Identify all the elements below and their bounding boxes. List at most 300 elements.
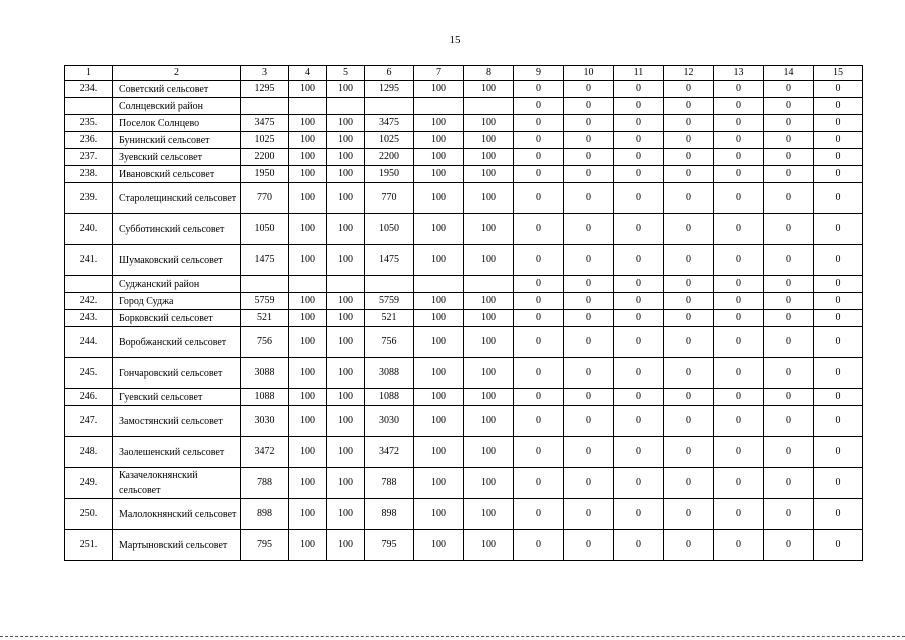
value-cell-col-13: 0 [714, 437, 764, 468]
value-cell-col-13: 0 [714, 327, 764, 358]
row-index-cell: 238. [65, 166, 113, 183]
value-cell-col-4: 100 [289, 530, 327, 561]
value-cell-col-10: 0 [564, 327, 614, 358]
value-cell-col-15: 0 [814, 389, 863, 406]
value-cell-col-11: 0 [614, 530, 664, 561]
value-cell-col-10: 0 [564, 98, 614, 115]
value-cell-col-11: 0 [614, 276, 664, 293]
row-index-cell: 245. [65, 358, 113, 389]
value-cell-col-3: 3472 [241, 437, 289, 468]
value-cell-col-5: 100 [327, 81, 365, 98]
value-cell-col-5: 100 [327, 310, 365, 327]
value-cell-col-15: 0 [814, 149, 863, 166]
settlement-name-cell: Гуевский сельсовет [113, 389, 241, 406]
value-cell-col-11: 0 [614, 310, 664, 327]
value-cell-col-15: 0 [814, 327, 863, 358]
value-cell-col-6: 521 [365, 310, 414, 327]
settlement-name-cell: Борковский сельсовет [113, 310, 241, 327]
value-cell-col-7: 100 [414, 115, 464, 132]
value-cell-col-7: 100 [414, 214, 464, 245]
table-row [65, 166, 863, 183]
value-cell-col-3: 521 [241, 310, 289, 327]
row-index-cell: 234. [65, 81, 113, 98]
value-cell-col-5: 100 [327, 358, 365, 389]
value-cell-col-4: 100 [289, 327, 327, 358]
value-cell-col-4: 100 [289, 499, 327, 530]
settlement-name-cell: Старолещинский сельсовет [113, 183, 241, 214]
value-cell-col-15: 0 [814, 293, 863, 310]
table-row [65, 115, 863, 132]
row-index-cell: 242. [65, 293, 113, 310]
settlement-name-cell: Казачелокнянский сельсовет [113, 468, 241, 499]
value-cell-col-3: 756 [241, 327, 289, 358]
value-cell-col-7: 100 [414, 245, 464, 276]
table-row [65, 499, 863, 530]
value-cell-col-12: 0 [664, 115, 714, 132]
value-cell-col-6: 2200 [365, 149, 414, 166]
value-cell-col-8: 100 [464, 310, 514, 327]
table-row [65, 389, 863, 406]
row-index-cell: 249. [65, 468, 113, 499]
value-cell-col-15: 0 [814, 81, 863, 98]
table-row [65, 132, 863, 149]
value-cell-col-12: 0 [664, 183, 714, 214]
value-cell-col-12: 0 [664, 406, 714, 437]
value-cell-col-7: 100 [414, 358, 464, 389]
row-index-cell: 239. [65, 183, 113, 214]
value-cell-col-14: 0 [764, 293, 814, 310]
column-number: 2 [113, 66, 241, 81]
value-cell-col-13: 0 [714, 389, 764, 406]
value-cell-col-15: 0 [814, 530, 863, 561]
value-cell-col-7 [414, 276, 464, 293]
value-cell-col-13: 0 [714, 81, 764, 98]
value-cell-col-9: 0 [514, 406, 564, 437]
value-cell-col-11: 0 [614, 132, 664, 149]
value-cell-col-13: 0 [714, 406, 764, 437]
column-number: 11 [614, 66, 664, 81]
value-cell-col-10: 0 [564, 293, 614, 310]
table-row [65, 406, 863, 437]
value-cell-col-6 [365, 98, 414, 115]
value-cell-col-12: 0 [664, 132, 714, 149]
value-cell-col-10: 0 [564, 499, 614, 530]
value-cell-col-7: 100 [414, 81, 464, 98]
column-number: 12 [664, 66, 714, 81]
value-cell-col-4: 100 [289, 115, 327, 132]
value-cell-col-14: 0 [764, 149, 814, 166]
row-index-cell: 241. [65, 245, 113, 276]
value-cell-col-11: 0 [614, 389, 664, 406]
value-cell-col-5: 100 [327, 132, 365, 149]
value-cell-col-15: 0 [814, 245, 863, 276]
value-cell-col-5: 100 [327, 389, 365, 406]
value-cell-col-4: 100 [289, 183, 327, 214]
value-cell-col-8: 100 [464, 327, 514, 358]
column-number: 13 [714, 66, 764, 81]
value-cell-col-10: 0 [564, 310, 614, 327]
value-cell-col-10: 0 [564, 149, 614, 166]
value-cell-col-3: 898 [241, 499, 289, 530]
value-cell-col-7 [414, 98, 464, 115]
value-cell-col-9: 0 [514, 214, 564, 245]
value-cell-col-15: 0 [814, 166, 863, 183]
value-cell-col-3: 770 [241, 183, 289, 214]
value-cell-col-11: 0 [614, 406, 664, 437]
value-cell-col-14: 0 [764, 115, 814, 132]
table-row [65, 293, 863, 310]
value-cell-col-9: 0 [514, 115, 564, 132]
value-cell-col-3 [241, 276, 289, 293]
value-cell-col-4: 100 [289, 406, 327, 437]
value-cell-col-9: 0 [514, 530, 564, 561]
value-cell-col-3: 795 [241, 530, 289, 561]
settlement-name-cell: Малолокнянский сельсовет [113, 499, 241, 530]
value-cell-col-5: 100 [327, 214, 365, 245]
value-cell-col-3: 3475 [241, 115, 289, 132]
value-cell-col-12: 0 [664, 276, 714, 293]
value-cell-col-9: 0 [514, 389, 564, 406]
settlement-name-cell: Зуевский сельсовет [113, 149, 241, 166]
value-cell-col-9: 0 [514, 358, 564, 389]
column-number: 15 [814, 66, 863, 81]
value-cell-col-13: 0 [714, 183, 764, 214]
value-cell-col-13: 0 [714, 468, 764, 499]
value-cell-col-6: 5759 [365, 293, 414, 310]
value-cell-col-4: 100 [289, 310, 327, 327]
value-cell-col-4 [289, 276, 327, 293]
value-cell-col-6: 788 [365, 468, 414, 499]
value-cell-col-4: 100 [289, 149, 327, 166]
value-cell-col-9: 0 [514, 437, 564, 468]
settlement-name-cell: Воробжанский сельсовет [113, 327, 241, 358]
value-cell-col-14: 0 [764, 132, 814, 149]
value-cell-col-8 [464, 98, 514, 115]
value-cell-col-5: 100 [327, 327, 365, 358]
value-cell-col-14: 0 [764, 183, 814, 214]
value-cell-col-8: 100 [464, 183, 514, 214]
value-cell-col-4: 100 [289, 81, 327, 98]
table-row [65, 98, 863, 115]
value-cell-col-8: 100 [464, 530, 514, 561]
value-cell-col-6: 770 [365, 183, 414, 214]
value-cell-col-8: 100 [464, 406, 514, 437]
value-cell-col-10: 0 [564, 245, 614, 276]
value-cell-col-10: 0 [564, 406, 614, 437]
value-cell-col-13: 0 [714, 132, 764, 149]
value-cell-col-12: 0 [664, 310, 714, 327]
column-number: 9 [514, 66, 564, 81]
value-cell-col-6: 1475 [365, 245, 414, 276]
value-cell-col-12: 0 [664, 358, 714, 389]
value-cell-col-14: 0 [764, 530, 814, 561]
value-cell-col-13: 0 [714, 245, 764, 276]
value-cell-col-5: 100 [327, 149, 365, 166]
column-number: 3 [241, 66, 289, 81]
value-cell-col-5 [327, 98, 365, 115]
value-cell-col-12: 0 [664, 468, 714, 499]
row-index-cell: 236. [65, 132, 113, 149]
value-cell-col-10: 0 [564, 183, 614, 214]
value-cell-col-6 [365, 276, 414, 293]
value-cell-col-12: 0 [664, 530, 714, 561]
table-row [65, 468, 863, 499]
table-row [65, 183, 863, 214]
value-cell-col-3 [241, 98, 289, 115]
value-cell-col-8: 100 [464, 166, 514, 183]
settlement-name-cell: Субботинский сельсовет [113, 214, 241, 245]
value-cell-col-13: 0 [714, 293, 764, 310]
settlement-name-cell: Ивановский сельсовет [113, 166, 241, 183]
value-cell-col-7: 100 [414, 310, 464, 327]
row-index-cell [65, 276, 113, 293]
value-cell-col-7: 100 [414, 327, 464, 358]
value-cell-col-7: 100 [414, 499, 464, 530]
value-cell-col-14: 0 [764, 166, 814, 183]
value-cell-col-12: 0 [664, 327, 714, 358]
value-cell-col-10: 0 [564, 530, 614, 561]
value-cell-col-3: 3088 [241, 358, 289, 389]
value-cell-col-15: 0 [814, 499, 863, 530]
settlement-name-cell: Мартыновский сельсовет [113, 530, 241, 561]
value-cell-col-13: 0 [714, 530, 764, 561]
value-cell-col-8: 100 [464, 115, 514, 132]
value-cell-col-12: 0 [664, 245, 714, 276]
table-row [65, 214, 863, 245]
value-cell-col-14: 0 [764, 499, 814, 530]
value-cell-col-3: 1025 [241, 132, 289, 149]
value-cell-col-8: 100 [464, 293, 514, 310]
value-cell-col-7: 100 [414, 183, 464, 214]
row-index-cell: 247. [65, 406, 113, 437]
value-cell-col-6: 898 [365, 499, 414, 530]
value-cell-col-14: 0 [764, 276, 814, 293]
value-cell-col-6: 3088 [365, 358, 414, 389]
settlement-name-cell: Шумаковский сельсовет [113, 245, 241, 276]
column-number: 4 [289, 66, 327, 81]
value-cell-col-11: 0 [614, 245, 664, 276]
value-cell-col-13: 0 [714, 115, 764, 132]
settlement-name-cell: Советский сельсовет [113, 81, 241, 98]
value-cell-col-10: 0 [564, 81, 614, 98]
page-edge-artifact [0, 636, 905, 639]
value-cell-col-15: 0 [814, 98, 863, 115]
value-cell-col-11: 0 [614, 183, 664, 214]
value-cell-col-3: 1295 [241, 81, 289, 98]
row-index-cell: 237. [65, 149, 113, 166]
row-index-cell: 251. [65, 530, 113, 561]
value-cell-col-10: 0 [564, 115, 614, 132]
row-index-cell: 244. [65, 327, 113, 358]
value-cell-col-15: 0 [814, 358, 863, 389]
value-cell-col-6: 3030 [365, 406, 414, 437]
value-cell-col-7: 100 [414, 166, 464, 183]
value-cell-col-12: 0 [664, 389, 714, 406]
value-cell-col-9: 0 [514, 81, 564, 98]
value-cell-col-5: 100 [327, 499, 365, 530]
value-cell-col-13: 0 [714, 149, 764, 166]
value-cell-col-3: 1050 [241, 214, 289, 245]
value-cell-col-10: 0 [564, 276, 614, 293]
value-cell-col-10: 0 [564, 132, 614, 149]
column-number: 1 [65, 66, 113, 81]
value-cell-col-14: 0 [764, 310, 814, 327]
value-cell-col-4: 100 [289, 214, 327, 245]
value-cell-col-12: 0 [664, 166, 714, 183]
value-cell-col-5: 100 [327, 183, 365, 214]
value-cell-col-4: 100 [289, 166, 327, 183]
table-row [65, 327, 863, 358]
value-cell-col-5: 100 [327, 530, 365, 561]
row-index-cell: 250. [65, 499, 113, 530]
settlement-name-cell: Город Суджа [113, 293, 241, 310]
column-number: 7 [414, 66, 464, 81]
column-number: 5 [327, 66, 365, 81]
value-cell-col-14: 0 [764, 468, 814, 499]
value-cell-col-7: 100 [414, 468, 464, 499]
table-row [65, 437, 863, 468]
value-cell-col-5: 100 [327, 437, 365, 468]
value-cell-col-4: 100 [289, 132, 327, 149]
value-cell-col-14: 0 [764, 437, 814, 468]
value-cell-col-11: 0 [614, 468, 664, 499]
value-cell-col-3: 3030 [241, 406, 289, 437]
value-cell-col-10: 0 [564, 358, 614, 389]
value-cell-col-6: 1950 [365, 166, 414, 183]
value-cell-col-8: 100 [464, 149, 514, 166]
value-cell-col-7: 100 [414, 132, 464, 149]
value-cell-col-11: 0 [614, 214, 664, 245]
value-cell-col-14: 0 [764, 406, 814, 437]
value-cell-col-15: 0 [814, 183, 863, 214]
table-body [65, 66, 863, 561]
value-cell-col-15: 0 [814, 214, 863, 245]
column-number: 8 [464, 66, 514, 81]
table-row [65, 530, 863, 561]
value-cell-col-8: 100 [464, 358, 514, 389]
value-cell-col-8: 100 [464, 81, 514, 98]
value-cell-col-13: 0 [714, 98, 764, 115]
value-cell-col-12: 0 [664, 149, 714, 166]
value-cell-col-10: 0 [564, 214, 614, 245]
value-cell-col-15: 0 [814, 437, 863, 468]
table-row [65, 149, 863, 166]
value-cell-col-14: 0 [764, 389, 814, 406]
value-cell-col-11: 0 [614, 437, 664, 468]
value-cell-col-7: 100 [414, 149, 464, 166]
value-cell-col-8: 100 [464, 499, 514, 530]
value-cell-col-15: 0 [814, 276, 863, 293]
value-cell-col-9: 0 [514, 183, 564, 214]
row-index-cell: 240. [65, 214, 113, 245]
value-cell-col-9: 0 [514, 310, 564, 327]
value-cell-col-8: 100 [464, 437, 514, 468]
value-cell-col-6: 1025 [365, 132, 414, 149]
value-cell-col-9: 0 [514, 245, 564, 276]
value-cell-col-11: 0 [614, 327, 664, 358]
value-cell-col-9: 0 [514, 468, 564, 499]
value-cell-col-13: 0 [714, 166, 764, 183]
value-cell-col-3: 788 [241, 468, 289, 499]
settlement-name-cell: Гончаровский сельсовет [113, 358, 241, 389]
value-cell-col-3: 1475 [241, 245, 289, 276]
value-cell-col-10: 0 [564, 166, 614, 183]
value-cell-col-7: 100 [414, 437, 464, 468]
value-cell-col-11: 0 [614, 499, 664, 530]
value-cell-col-13: 0 [714, 276, 764, 293]
value-cell-col-15: 0 [814, 468, 863, 499]
value-cell-col-5: 100 [327, 468, 365, 499]
settlement-name-cell: Заолешенский сельсовет [113, 437, 241, 468]
value-cell-col-3: 5759 [241, 293, 289, 310]
value-cell-col-10: 0 [564, 468, 614, 499]
value-cell-col-5: 100 [327, 406, 365, 437]
value-cell-col-6: 3475 [365, 115, 414, 132]
table-row [65, 358, 863, 389]
value-cell-col-8: 100 [464, 214, 514, 245]
settlement-name-cell: Замостянский сельсовет [113, 406, 241, 437]
value-cell-col-4: 100 [289, 293, 327, 310]
value-cell-col-12: 0 [664, 293, 714, 310]
value-cell-col-9: 0 [514, 293, 564, 310]
value-cell-col-5: 100 [327, 166, 365, 183]
row-index-cell: 243. [65, 310, 113, 327]
value-cell-col-9: 0 [514, 166, 564, 183]
value-cell-col-13: 0 [714, 358, 764, 389]
value-cell-col-12: 0 [664, 81, 714, 98]
value-cell-col-6: 1088 [365, 389, 414, 406]
value-cell-col-4: 100 [289, 389, 327, 406]
value-cell-col-3: 2200 [241, 149, 289, 166]
settlement-name-cell: Поселок Солнцево [113, 115, 241, 132]
data-table [64, 65, 863, 561]
column-number-row [65, 66, 863, 81]
value-cell-col-15: 0 [814, 132, 863, 149]
value-cell-col-13: 0 [714, 499, 764, 530]
value-cell-col-14: 0 [764, 327, 814, 358]
value-cell-col-7: 100 [414, 406, 464, 437]
value-cell-col-9: 0 [514, 149, 564, 166]
value-cell-col-9: 0 [514, 499, 564, 530]
value-cell-col-12: 0 [664, 437, 714, 468]
settlement-name-cell: Суджанский район [113, 276, 241, 293]
value-cell-col-5: 100 [327, 293, 365, 310]
value-cell-col-15: 0 [814, 310, 863, 327]
value-cell-col-3: 1950 [241, 166, 289, 183]
value-cell-col-13: 0 [714, 310, 764, 327]
value-cell-col-6: 1295 [365, 81, 414, 98]
value-cell-col-14: 0 [764, 98, 814, 115]
value-cell-col-14: 0 [764, 81, 814, 98]
value-cell-col-9: 0 [514, 327, 564, 358]
value-cell-col-9: 0 [514, 276, 564, 293]
value-cell-col-11: 0 [614, 166, 664, 183]
value-cell-col-11: 0 [614, 81, 664, 98]
value-cell-col-13: 0 [714, 214, 764, 245]
value-cell-col-9: 0 [514, 98, 564, 115]
value-cell-col-7: 100 [414, 389, 464, 406]
value-cell-col-14: 0 [764, 358, 814, 389]
settlement-name-cell: Бунинский сельсовет [113, 132, 241, 149]
value-cell-col-11: 0 [614, 115, 664, 132]
value-cell-col-6: 3472 [365, 437, 414, 468]
column-number: 10 [564, 66, 614, 81]
table-row [65, 276, 863, 293]
value-cell-col-14: 0 [764, 214, 814, 245]
value-cell-col-6: 795 [365, 530, 414, 561]
value-cell-col-5 [327, 276, 365, 293]
value-cell-col-11: 0 [614, 358, 664, 389]
